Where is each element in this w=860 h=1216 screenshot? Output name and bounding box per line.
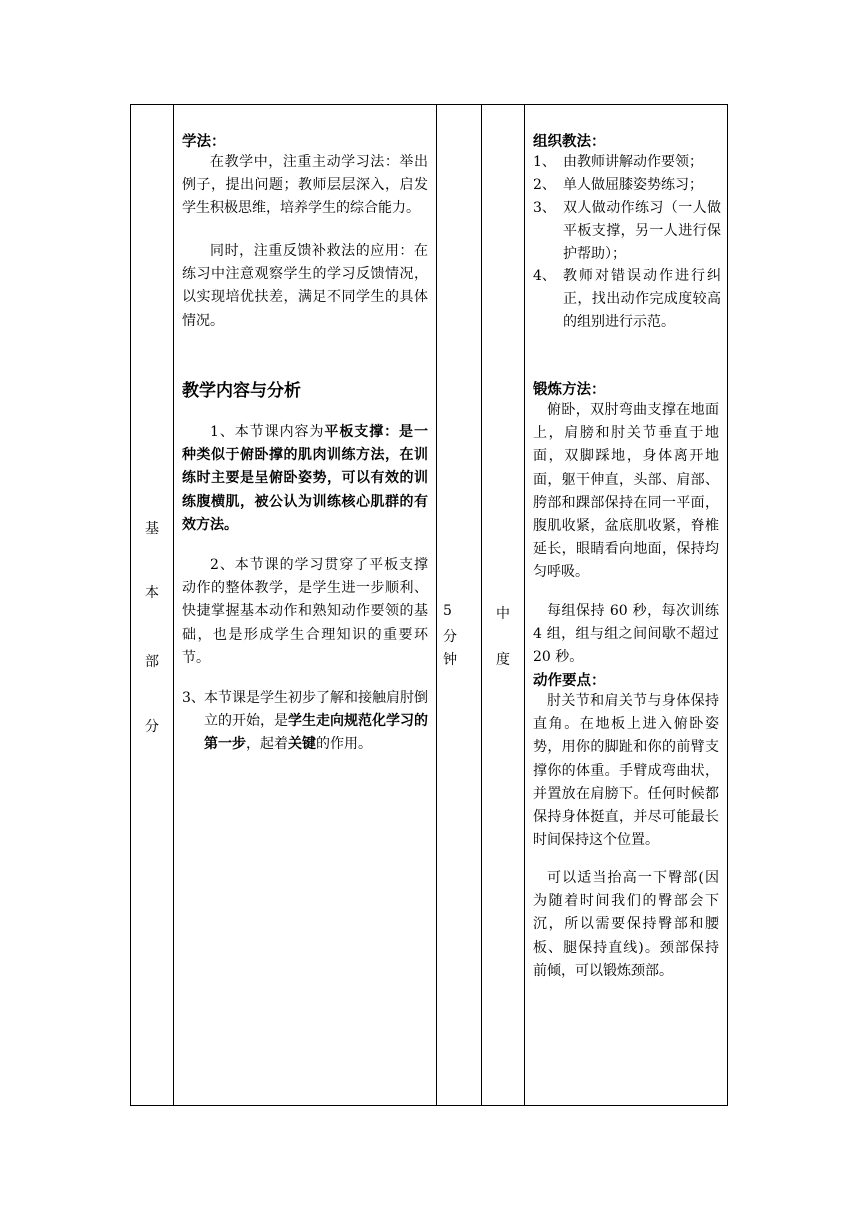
time-value: 5 [443, 603, 452, 619]
analysis-item-1-prefix: 1、本节课内容为 [210, 424, 325, 440]
time-unit: 钟 [443, 652, 457, 668]
exercise-title: 锻炼方法： [533, 381, 606, 398]
key-points-title: 动作要点： [533, 672, 606, 689]
analysis-item-3-part: ，起着 [246, 736, 288, 753]
section-char: 分 [145, 719, 159, 735]
organization-item-text: 单人做屈膝姿势练习； [563, 177, 703, 193]
analysis-item-3-text [204, 687, 428, 757]
section-char: 部 [145, 654, 159, 670]
analysis-title: 教学内容与分析 [182, 381, 301, 401]
analysis-item-2: 2、本节课的学习贯穿了平板支撑动作的整体教学，是学生进一步顺利、快捷掌握基本动作和熟知动作要领的基础，也是形成学生合理知识的重要环节。 [182, 557, 428, 666]
key-points-paragraph: 可以适当抬高一下臀部(因为随着时间我们的臀部会下沉，所以需要保持臀部和腰板、腿保持直线)。颈部保持前倾，可以锻炼颈部。 [533, 870, 719, 979]
organization-item-number: 4、 [533, 268, 556, 284]
organization-item-number: 3、 [533, 200, 556, 216]
section-column [131, 105, 173, 1105]
exercise-paragraph: 每组保持 60 秒，每次训练 4 组，组与组之间间歇不超过 20 秒。 [533, 603, 719, 666]
intensity-char: 中 [496, 606, 510, 622]
analysis-item-3-number: 3、 [182, 690, 205, 706]
organization-item-text: 双人做动作练习（一人做平板支撑，另一人进行保护帮助）； [563, 200, 721, 263]
intensity-char: 度 [496, 652, 510, 668]
analysis-item-1-emphasis: 平板支撑：是一种类似于俯卧撑的肌肉训练方法，在训练时主要是呈俯卧姿势，可以有效的训练腹横肌，被公认为训练核心肌群的有效方法。 [182, 424, 428, 533]
analysis-item-1 [182, 421, 428, 537]
section-char: 本 [145, 585, 159, 601]
exercise-paragraph: 俯卧，双肘弯曲支撑在地面上，肩膀和肘关节垂直于地面，双脚踩地，身体离开地面，躯干伸直，头部、肩部、胯部和踝部保持在同一平面，腹肌收紧，盆底肌收紧，脊椎延长，眼睛看向地面，保持均匀呼吸。 [533, 402, 719, 581]
learning-method-paragraph: 同时，注重反馈补救法的应用：在练习中注意观察学生的学习反馈情况，以实现培优扶差，满足不同学生的具体情况。 [182, 243, 428, 329]
analysis-item-3-emphasis: 关键 [288, 736, 316, 753]
organization-column [525, 105, 728, 1105]
learning-method-title: 学法： [182, 133, 226, 150]
organization-item-text: 教师对错误动作进行纠正，找出动作完成度较高的组别进行示范。 [563, 268, 721, 331]
organization-item-text: 由教师讲解动作要领； [563, 154, 703, 170]
analysis-item-3-part: 本节课是学生初步了解和接触肩肘倒立的开始，是 [204, 690, 428, 730]
lesson-plan-table [130, 104, 728, 1106]
section-char: 基 [145, 521, 159, 537]
organization-item-number: 1、 [533, 154, 556, 170]
time-unit: 分 [443, 629, 457, 645]
organization-item-number: 2、 [533, 177, 556, 193]
organization-title: 组织教法： [533, 133, 606, 150]
time-column [437, 105, 481, 1105]
analysis-item-3-emphasis: 学生走向规范化学习的第一步 [204, 713, 428, 753]
learning-method-paragraph: 在教学中，注重主动学习法：举出例子，提出问题；教师层层深入，启发学生积极思维，培养学生的综合能力。 [182, 154, 428, 217]
analysis-item-3-part: 的作用。 [316, 736, 372, 753]
intensity-column [482, 105, 524, 1105]
content-column [174, 105, 436, 1105]
key-points-paragraph: 肘关节和肩关节与身体保持直角。在地板上进入俯卧姿势，用你的脚趾和你的前臂支撑你的体重。手臂成弯曲状，并置放在肩膀下。任何时候都保持身体挺直，并尽可能最长时间保持这个位置。 [533, 693, 719, 849]
